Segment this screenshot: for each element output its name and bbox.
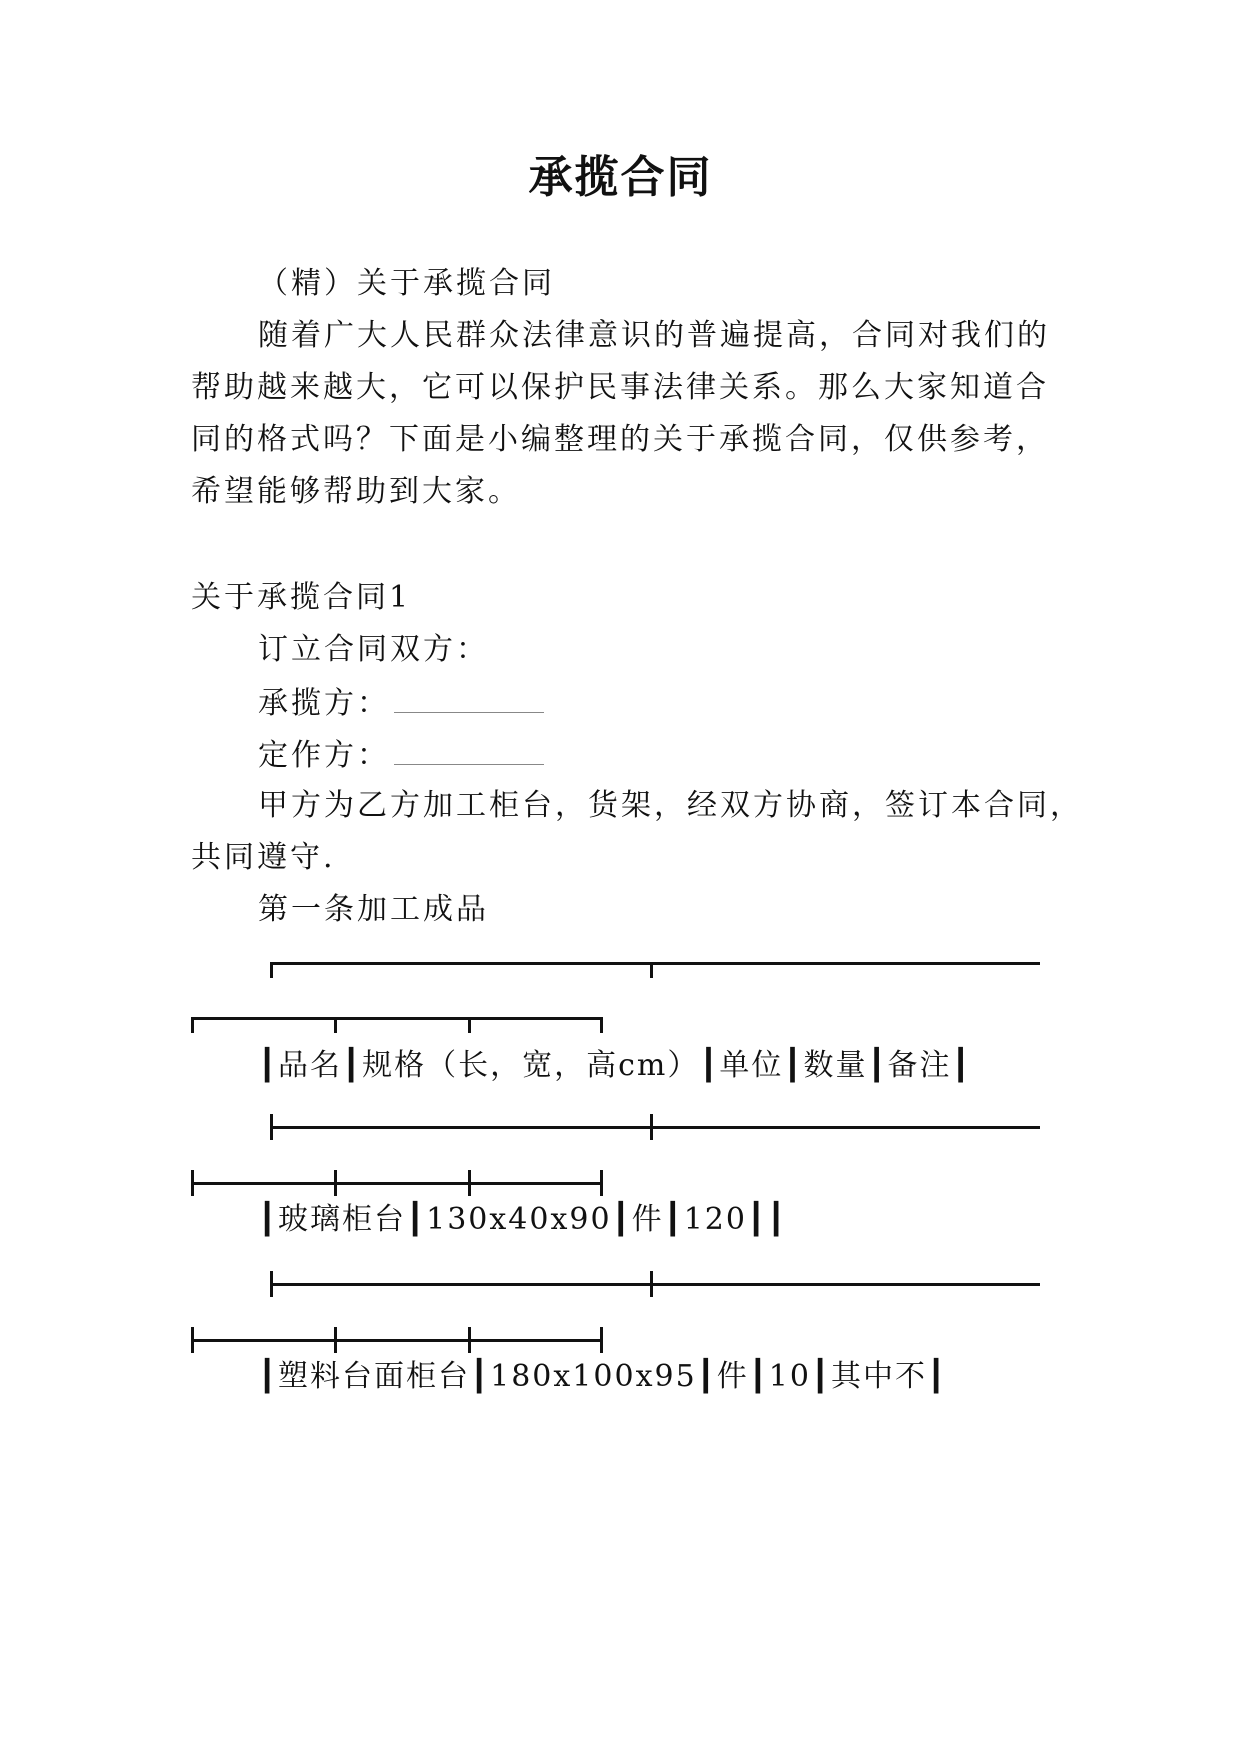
table-row-1: ┃玻璃柜台┃130x40x90┃件┃120┃┃	[258, 1202, 788, 1237]
article-1-heading: 第一条加工成品	[258, 892, 489, 927]
table-header-row: ┃品名┃规格（长，宽，高cm）┃单位┃数量┃备注┃	[258, 1048, 972, 1083]
intro-paragraph-line-1: 随着广大人民群众法律意识的普遍提高，合同对我们的	[258, 318, 1050, 353]
agreement-line-1: 甲方为乙方加工柜台，货架，经双方协商，签订本合同，	[258, 788, 1083, 823]
orderer-line	[258, 734, 544, 776]
table-row-2: ┃塑料台面柜台┃180x100x95┃件┃10┃其中不┃	[258, 1359, 948, 1394]
parties-label: 订立合同双方：	[258, 632, 489, 667]
intro-subtitle: （精）关于承揽合同	[258, 266, 555, 301]
intro-paragraph-line-4: 希望能够帮助到大家。	[191, 474, 521, 509]
contractor-label: 承揽方：	[258, 686, 390, 721]
contract-heading: 关于承揽合同1	[191, 580, 412, 615]
intro-paragraph-line-2: 帮助越来越大，它可以保护民事法律关系。那么大家知道合	[191, 370, 1049, 405]
orderer-label: 定作方：	[258, 738, 390, 773]
document-title: 承揽合同	[528, 152, 713, 203]
contractor-line	[258, 682, 544, 724]
intro-paragraph-line-3: 同的格式吗？下面是小编整理的关于承揽合同，仅供参考，	[191, 422, 1049, 457]
agreement-line-2: 共同遵守.	[191, 840, 336, 875]
contractor-blank	[394, 682, 544, 713]
orderer-blank	[394, 734, 544, 765]
